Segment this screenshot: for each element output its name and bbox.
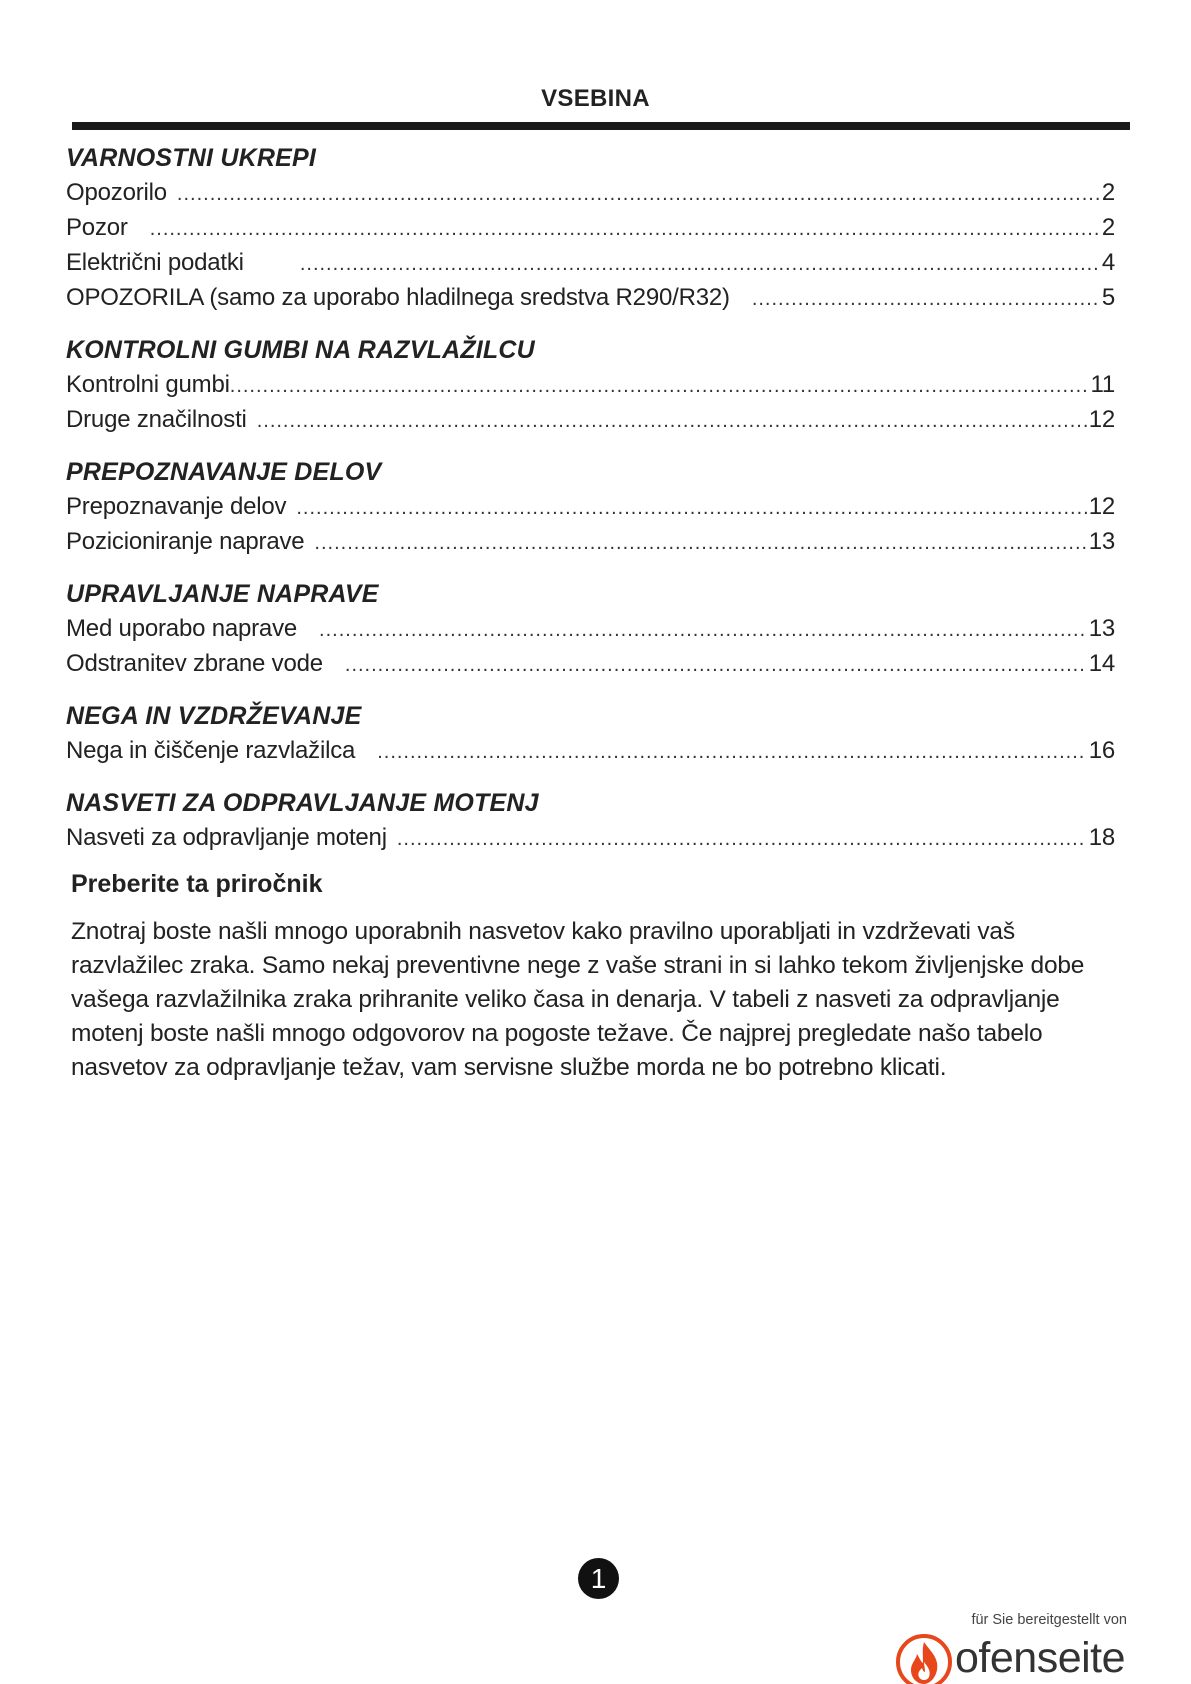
toc-leader-dots xyxy=(257,405,1087,438)
table-of-contents xyxy=(66,143,1115,875)
toc-leader-dots xyxy=(230,370,1089,403)
toc-entry-page: 13 xyxy=(1088,615,1115,642)
brand-name: ofenseite xyxy=(955,1634,1126,1682)
read-manual-body: Znotraj boste našli mnogo uporabnih nasvetov kako pravilno uporabljati in vzdrževati vaš razvlažilec zraka. Samo nekaj preventivne nege z vaše strani in si lahko tekom življenjske dobe vašega razvlažilnika zraka prihranite veliko časa in denarja. V tabeli z nasveti za odpravljanje motenj boste našli mnogo odgovorov na pogoste težave. Če najprej pregledate našo tabelo nasvetov za odpravljanje težav, vam servisne službe morda ne bo potrebno klicati. xyxy=(71,918,1085,1081)
toc-section-heading: UPRAVLJANJE NAPRAVE xyxy=(66,580,379,608)
toc-leader-dots xyxy=(300,248,1100,281)
page-title: VSEBINA xyxy=(541,85,650,112)
toc-entry-label: Nasveti za odpravljanje motenj xyxy=(66,824,387,851)
page-number-badge: 1 xyxy=(578,1558,619,1599)
toc-section-heading: PREPOZNAVANJE DELOV xyxy=(66,458,382,486)
toc-entry-page: 4 xyxy=(1101,249,1115,276)
toc-entry-page: 5 xyxy=(1101,284,1115,311)
toc-entry-page: 13 xyxy=(1088,528,1115,555)
toc-leader-dots xyxy=(397,823,1087,856)
toc-section-controls xyxy=(66,335,1115,438)
toc-entry[interactable] xyxy=(66,176,1115,211)
toc-entry[interactable] xyxy=(66,490,1115,525)
toc-entry-label: Nega in čiščenje razvlažilca xyxy=(66,737,356,764)
toc-leader-dots xyxy=(314,527,1086,560)
toc-leader-dots xyxy=(752,283,1100,316)
read-manual-title: Preberite ta priročnik xyxy=(71,870,323,898)
toc-section-heading: VARNOSTNI UKREPI xyxy=(66,144,316,172)
toc-entry[interactable] xyxy=(66,525,1115,560)
toc-entry-page: 18 xyxy=(1088,824,1115,851)
toc-entry-page: 11 xyxy=(1090,371,1115,398)
toc-section-safety xyxy=(66,143,1115,316)
toc-section-heading: NASVETI ZA ODPRAVLJANJE MOTENJ xyxy=(66,789,539,817)
toc-entry-label: Med uporabo naprave xyxy=(66,615,298,642)
toc-section-troubleshooting xyxy=(66,788,1115,856)
toc-entry-label: Druge značilnosti xyxy=(66,406,247,433)
toc-leader-dots xyxy=(377,736,1087,769)
toc-entry-label: Električni podatki xyxy=(66,249,244,276)
toc-section-heading: NEGA IN VZDRŽEVANJE xyxy=(66,702,362,730)
toc-section-heading: KONTROLNI GUMBI NA RAZVLAŽILCU xyxy=(66,336,535,364)
toc-entry[interactable] xyxy=(66,647,1115,682)
toc-entry-page: 16 xyxy=(1088,737,1115,764)
toc-entry-label: Pozicioniranje naprave xyxy=(66,528,305,555)
toc-section-maintenance xyxy=(66,701,1115,769)
flame-icon xyxy=(895,1632,953,1684)
toc-entry-page: 2 xyxy=(1101,214,1115,241)
toc-entry[interactable] xyxy=(66,403,1115,438)
toc-leader-dots xyxy=(319,614,1087,647)
toc-entry-page: 14 xyxy=(1088,650,1115,677)
toc-leader-dots xyxy=(345,649,1087,682)
toc-entry[interactable] xyxy=(66,281,1115,316)
toc-section-operation xyxy=(66,579,1115,682)
toc-entry-label: Kontrolni gumbi xyxy=(66,371,230,398)
toc-section-parts xyxy=(66,457,1115,560)
toc-leader-dots xyxy=(150,213,1100,246)
toc-entry[interactable] xyxy=(66,821,1115,856)
toc-entry-page: 12 xyxy=(1088,406,1115,433)
toc-entry[interactable] xyxy=(66,734,1115,769)
toc-entry-label: Prepoznavanje delov xyxy=(66,493,287,520)
brand-watermark[interactable] xyxy=(895,1612,1135,1684)
toc-entry[interactable] xyxy=(66,211,1115,246)
toc-entry-page: 2 xyxy=(1101,179,1115,206)
toc-entry[interactable] xyxy=(66,612,1115,647)
toc-leader-dots xyxy=(296,492,1086,525)
toc-entry[interactable] xyxy=(66,246,1115,281)
toc-entry-label: Odstranitev zbrane vode xyxy=(66,650,323,677)
title-divider xyxy=(72,122,1130,130)
toc-entry-label: Pozor xyxy=(66,214,128,241)
toc-entry[interactable] xyxy=(66,368,1115,403)
toc-entry-label: Opozorilo xyxy=(66,179,167,206)
brand-tagline: für Sie bereitgestellt von xyxy=(971,1612,1127,1628)
toc-entry-page: 12 xyxy=(1088,493,1115,520)
toc-leader-dots xyxy=(177,178,1100,211)
toc-entry-label: OPOZORILA (samo za uporabo hladilnega sredstva R290/R32) xyxy=(66,284,730,311)
